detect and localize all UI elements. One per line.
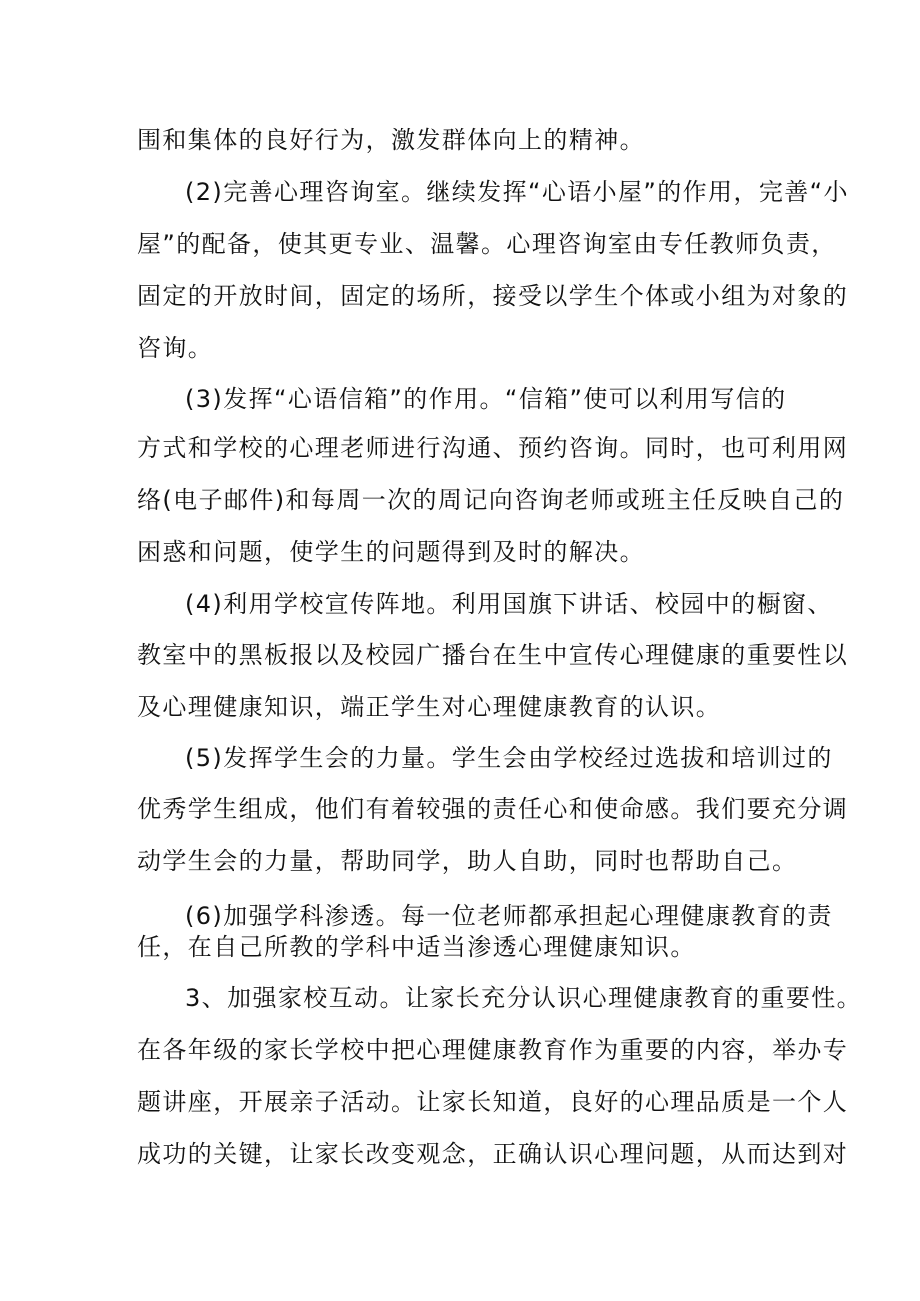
- paragraph-6-line: (6)加强学科渗透。每一位老师都承担起心理健康教育的责: [185, 902, 833, 930]
- text-line: 成功的关键，让家长改变观念，正确认识心理问题，从而达到对: [137, 1140, 849, 1168]
- text-line: 屋”的配备，使其更专业、温馨。心理咨询室由专任教师负责，: [137, 230, 837, 258]
- text-line: 题讲座，开展亲子活动。让家长知道，良好的心理品质是一个人: [137, 1088, 849, 1116]
- paragraph-4-line: (4)利用学校宣传阵地。利用国旗下讲话、校园中的橱窗、: [185, 590, 833, 618]
- text-line: 困惑和问题，使学生的问题得到及时的解决。: [137, 538, 645, 566]
- paragraph-2-line: (2)完善心理咨询室。继续发挥“心语小屋”的作用，完善“小: [185, 178, 849, 206]
- text-line: 任，在自己所教的学科中适当渗透心理健康知识。: [137, 933, 696, 961]
- text-line: 及心理健康知识，端正学生对心理健康教育的认识。: [137, 693, 722, 721]
- text-line: 在各年级的家长学校中把心理健康教育作为重要的内容，举办专: [137, 1036, 849, 1064]
- text-line: 咨询。: [137, 334, 214, 362]
- paragraph-3-line: (3)发挥“心语信箱”的作用。“信箱”使可以利用写信的: [185, 385, 787, 413]
- text-line: 教室中的黑板报以及校园广播台在生中宣传心理健康的重要性以: [137, 641, 849, 669]
- text-line: 络(电子邮件)和每周一次的周记向咨询老师或班主任反映自己的: [137, 486, 845, 514]
- text-line: 优秀学生组成，他们有着较强的责任心和使命感。我们要充分调: [137, 795, 849, 823]
- text-line: 围和集体的良好行为，激发群体向上的精神。: [137, 126, 645, 154]
- text-line: 方式和学校的心理老师进行沟通、预约咨询。同时，也可利用网: [137, 434, 849, 462]
- text-line: 固定的开放时间，固定的场所，接受以学生个体或小组为对象的: [137, 282, 849, 310]
- paragraph-5-line: (5)发挥学生会的力量。学生会由学校经过选拔和培训过的: [185, 744, 833, 772]
- text-line: 动学生会的力量，帮助同学，助人自助，同时也帮助自己。: [137, 847, 798, 875]
- section-3-line: 3、加强家校互动。让家长充分认识心理健康教育的重要性。: [185, 984, 863, 1012]
